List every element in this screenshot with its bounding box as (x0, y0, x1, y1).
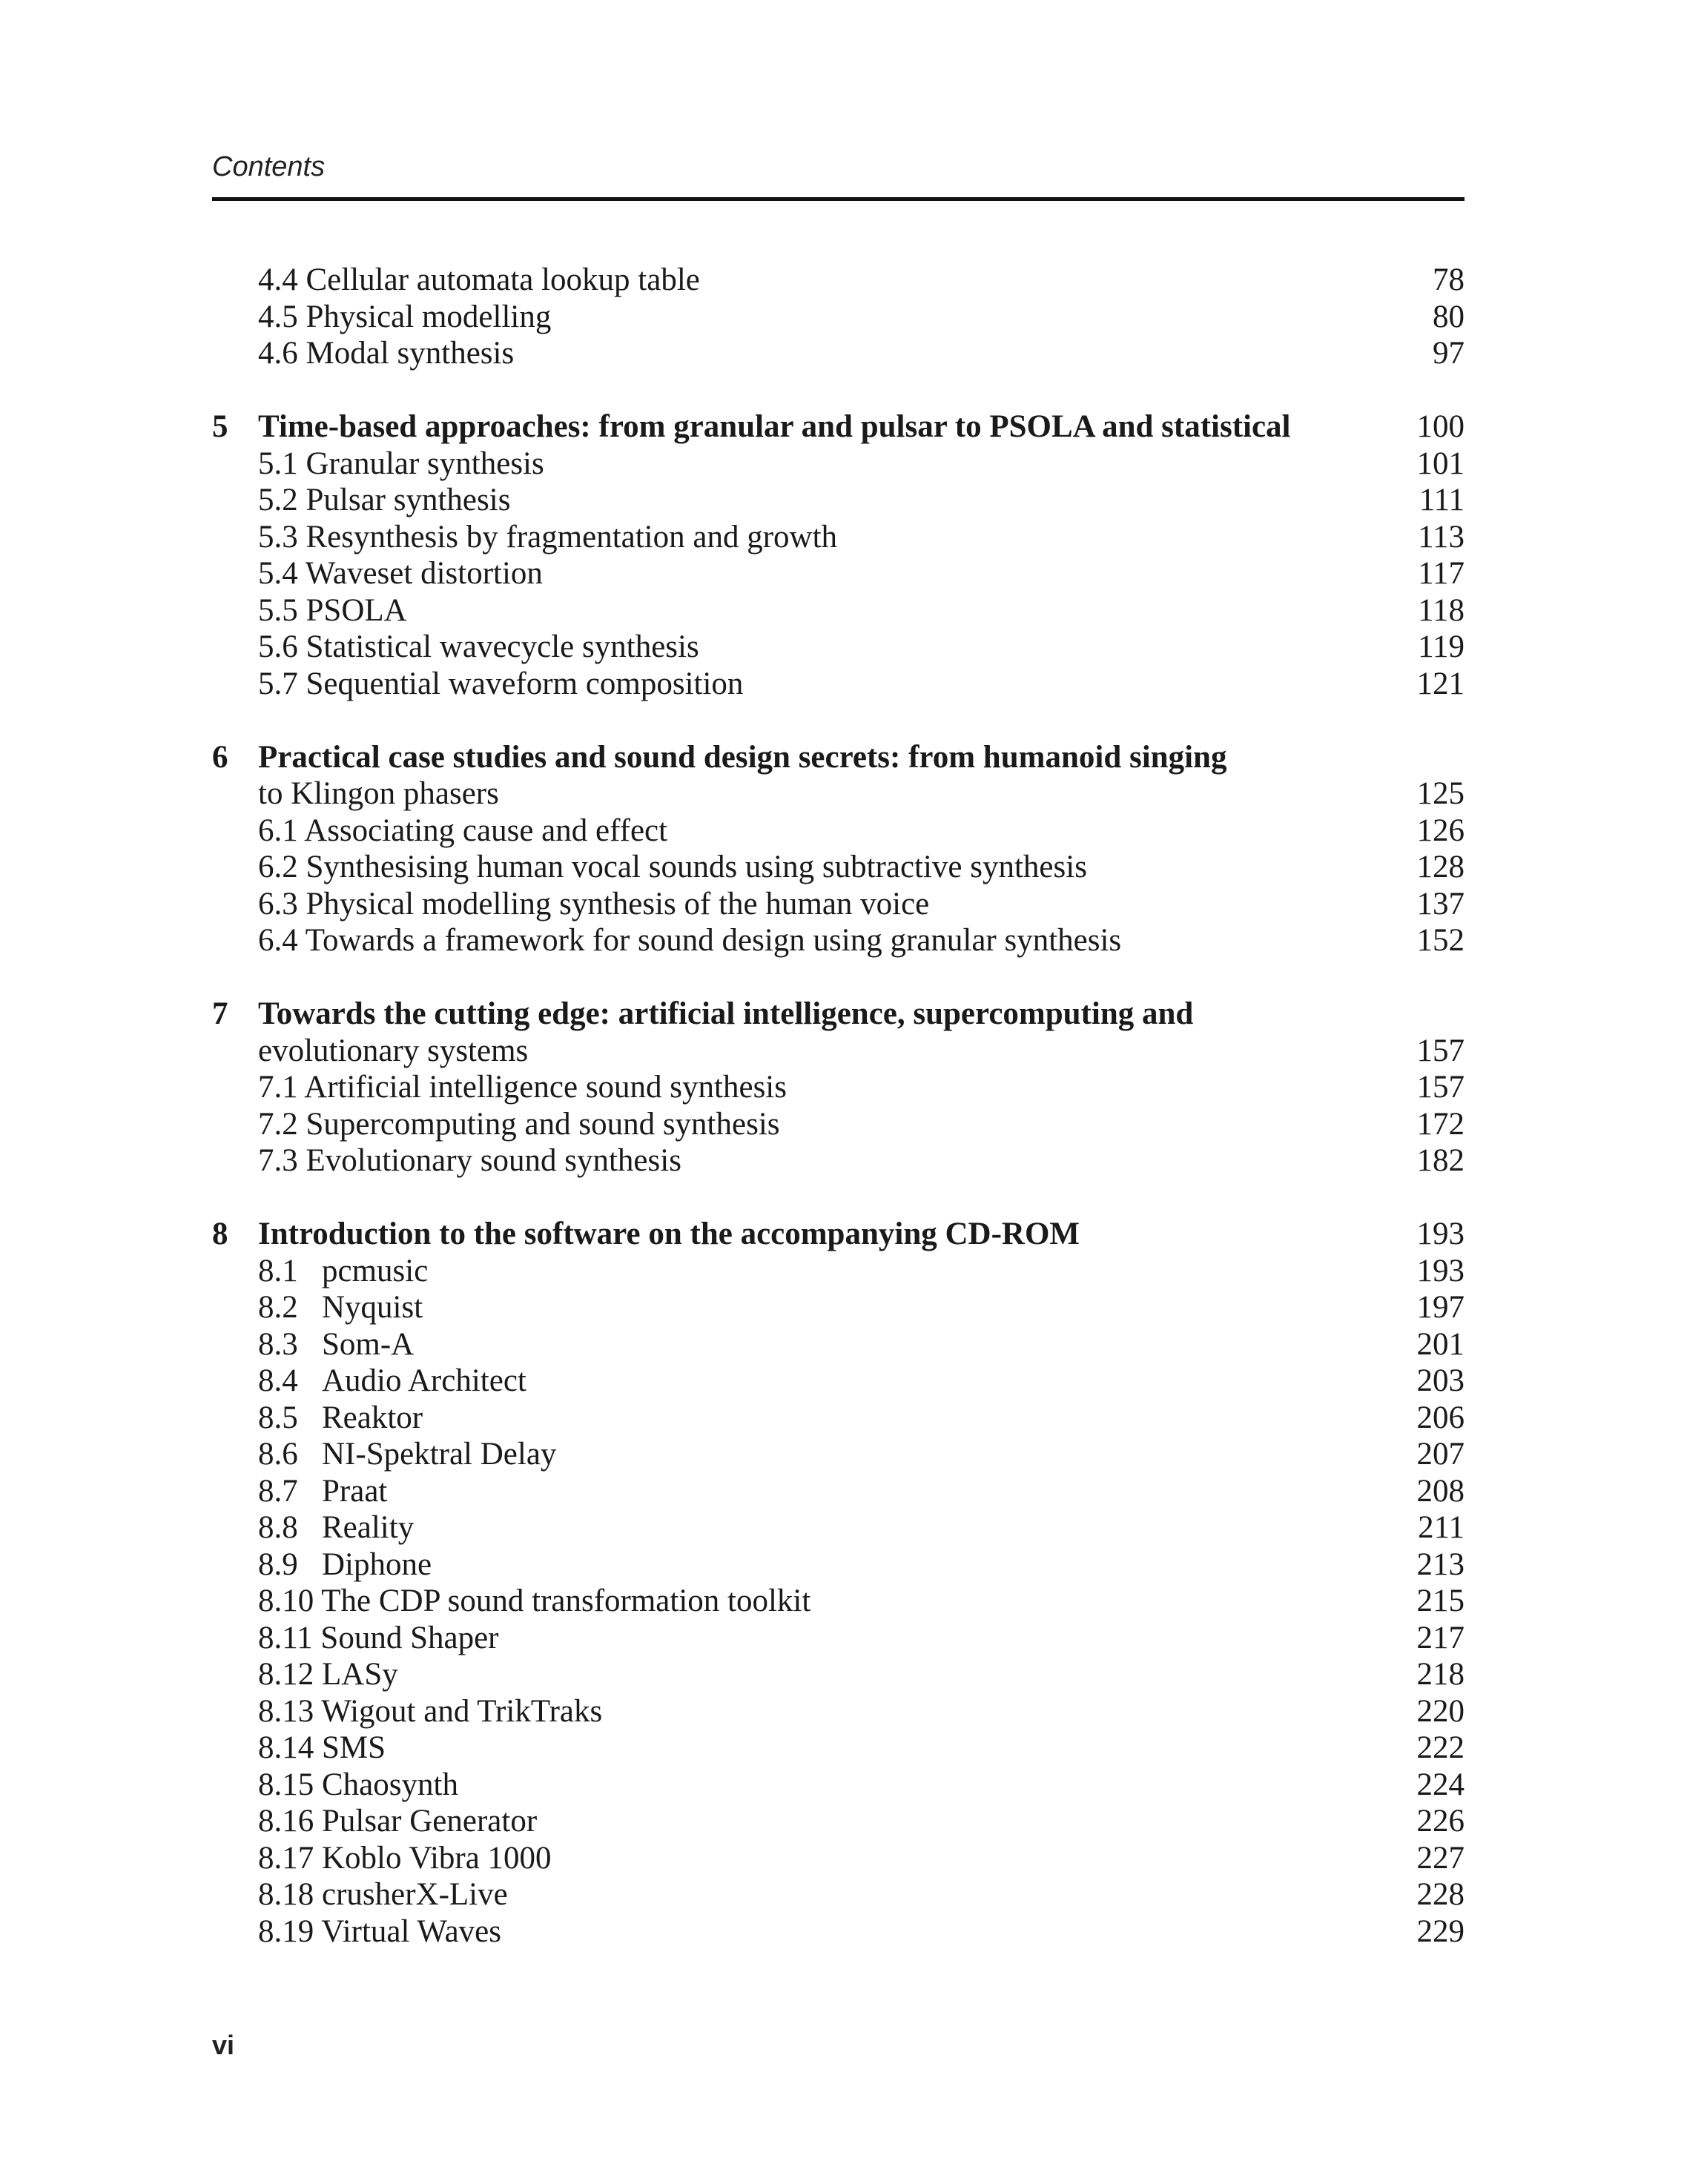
section-title: Pulsar Generator (322, 1804, 538, 1839)
section-number: 8.17 (258, 1840, 314, 1876)
section-title: Sound Shaper (320, 1620, 499, 1655)
toc-section-entry[interactable] (212, 1656, 1465, 1693)
toc-section-entry[interactable] (212, 1767, 1465, 1804)
section-number: 8.9 (258, 1546, 298, 1582)
page-ref: 193 (1416, 1253, 1465, 1288)
section-title: Reaktor (322, 1400, 423, 1435)
toc-section-entry[interactable] (212, 922, 1465, 959)
page-ref: 217 (1416, 1620, 1465, 1655)
toc-section-entry[interactable] (212, 1730, 1465, 1767)
section-number: 6.2 (258, 850, 298, 884)
section-title: Diphone (322, 1546, 432, 1582)
chapter-title: Towards the cutting edge: artificial intelligence, supercomputing and (258, 996, 1194, 1031)
page-ref: 118 (1418, 592, 1465, 628)
section-title: Statistical wavecycle synthesis (306, 629, 699, 664)
toc-section-entry[interactable] (212, 1142, 1465, 1179)
toc-section-entry[interactable] (212, 1436, 1465, 1473)
toc-section-entry[interactable] (212, 592, 1465, 629)
toc-section-entry[interactable] (212, 1620, 1465, 1657)
toc-chapter-entry[interactable] (212, 996, 1465, 1033)
toc-spacer (212, 702, 1465, 739)
toc-section-entry[interactable] (212, 335, 1465, 372)
page-ref: 97 (1433, 336, 1465, 371)
section-number: 8.7 (258, 1473, 298, 1509)
toc-section-entry[interactable] (212, 666, 1465, 703)
toc-section-entry[interactable] (212, 1583, 1465, 1620)
page-ref: 224 (1416, 1767, 1465, 1802)
toc-section-entry[interactable] (212, 446, 1465, 483)
toc-section-entry[interactable] (212, 1473, 1465, 1510)
toc-chapter-entry[interactable] (212, 1033, 1465, 1070)
section-title: Praat (322, 1473, 388, 1509)
toc-section-entry[interactable] (212, 262, 1465, 299)
toc-section-entry[interactable] (212, 1400, 1465, 1437)
toc-section-entry[interactable] (212, 813, 1465, 850)
toc-section-entry[interactable] (212, 555, 1465, 592)
page-ref: 182 (1416, 1143, 1465, 1178)
page-ref: 78 (1433, 262, 1465, 297)
page-ref: 218 (1416, 1657, 1465, 1692)
page-ref: 111 (1419, 483, 1465, 517)
toc-section-entry[interactable] (212, 519, 1465, 556)
page-ref: 157 (1416, 1070, 1465, 1105)
page-ref: 119 (1418, 629, 1465, 664)
page-ref: 211 (1418, 1510, 1465, 1545)
toc-section-entry[interactable] (212, 1363, 1465, 1400)
section-title: Audio Architect (322, 1363, 526, 1398)
toc-section-entry[interactable] (212, 1253, 1465, 1290)
page-ref: 113 (1418, 519, 1465, 555)
section-title: Modal synthesis (306, 336, 515, 371)
page-ref: 206 (1416, 1400, 1465, 1435)
toc-section-entry[interactable] (212, 1289, 1465, 1326)
section-number: 5.2 (258, 483, 298, 517)
page-ref: 215 (1416, 1584, 1465, 1618)
chapter-title: Introduction to the software on the accompanying CD-ROM (258, 1217, 1080, 1251)
section-title: Granular synthesis (306, 446, 544, 481)
toc-section-entry[interactable] (212, 849, 1465, 886)
section-number: 8.14 (258, 1730, 314, 1765)
toc-chapter-entry[interactable] (212, 408, 1465, 446)
page-ref: 213 (1416, 1546, 1465, 1582)
section-number: 8.12 (258, 1657, 314, 1692)
page-ref: 208 (1416, 1473, 1465, 1509)
section-title: Wigout and TrikTraks (321, 1693, 603, 1729)
section-title: Towards a framework for sound design using granular synthesis (305, 923, 1122, 958)
chapter-number: 5 (212, 409, 228, 444)
section-number: 6.1 (258, 813, 298, 848)
section-title: crusherX-Live (322, 1877, 508, 1912)
section-title: Evolutionary sound synthesis (306, 1143, 681, 1178)
section-title: SMS (322, 1730, 386, 1765)
toc-section-entry[interactable] (212, 1106, 1465, 1143)
section-number: 5.3 (258, 519, 298, 555)
page-number: vi (212, 2030, 235, 2060)
section-title: Synthesising human vocal sounds using subtractive synthesis (306, 850, 1087, 884)
running-head: Contents (212, 151, 326, 182)
toc-section-entry[interactable] (212, 1840, 1465, 1877)
toc-section-entry[interactable] (212, 886, 1465, 923)
chapter-title: Practical case studies and sound design secrets: from humanoid singing (258, 739, 1227, 775)
section-number: 5.7 (258, 666, 298, 701)
page-ref: 80 (1433, 299, 1465, 334)
section-number: 8.13 (258, 1693, 314, 1729)
section-number: 4.6 (258, 336, 298, 371)
section-number: 8.2 (258, 1290, 298, 1325)
section-number: 7.3 (258, 1143, 298, 1178)
section-number: 8.4 (258, 1363, 298, 1398)
section-title: Koblo Vibra 1000 (322, 1840, 552, 1876)
toc-section-entry[interactable] (212, 1509, 1465, 1546)
toc-section-entry[interactable] (212, 1326, 1465, 1363)
page-ref: 220 (1416, 1693, 1465, 1729)
chapter-title: Time-based approaches: from granular and pulsar to PSOLA and statistical (258, 409, 1291, 444)
page-ref: 197 (1416, 1290, 1465, 1325)
page-ref: 207 (1416, 1437, 1465, 1472)
section-number: 5.6 (258, 629, 298, 664)
section-number: 8.10 (258, 1584, 314, 1618)
toc-section-entry[interactable] (212, 1803, 1465, 1840)
section-title: Nyquist (322, 1290, 423, 1325)
page-ref: 152 (1416, 923, 1465, 958)
section-number: 4.5 (258, 299, 298, 334)
section-number: 8.5 (258, 1400, 298, 1435)
toc-chapter-entry[interactable] (212, 1216, 1465, 1253)
page-ref: 203 (1416, 1363, 1465, 1398)
section-title: Waveset distortion (305, 556, 543, 591)
page-ref: 128 (1416, 850, 1465, 884)
page-ref: 121 (1416, 666, 1465, 701)
section-number: 8.6 (258, 1437, 298, 1472)
section-title: Chaosynth (322, 1767, 458, 1802)
toc-section-entry[interactable] (212, 299, 1465, 336)
page-ref: 229 (1416, 1913, 1465, 1949)
page-ref: 201 (1416, 1326, 1465, 1362)
table-of-contents (212, 262, 1465, 1950)
page-ref: 137 (1416, 886, 1465, 921)
toc-spacer (212, 372, 1465, 409)
page-ref: 172 (1416, 1106, 1465, 1142)
section-title: Som-A (322, 1326, 415, 1362)
section-title: Physical modelling synthesis of the human voice (306, 886, 930, 921)
section-number: 8.18 (258, 1877, 314, 1912)
section-number: 7.2 (258, 1106, 298, 1142)
chapter-number: 8 (212, 1217, 228, 1251)
chapter-number: 6 (212, 739, 228, 775)
page-ref: 193 (1416, 1217, 1465, 1251)
section-number: 4.4 (258, 262, 298, 297)
page-ref: 125 (1416, 776, 1465, 811)
toc-section-entry[interactable] (212, 1069, 1465, 1106)
page-ref: 227 (1416, 1840, 1465, 1876)
section-title: The CDP sound transformation toolkit (321, 1584, 811, 1618)
chapter-number: 7 (212, 996, 228, 1031)
section-title: LASy (322, 1657, 398, 1692)
page-ref: 100 (1416, 409, 1465, 444)
section-number: 6.4 (258, 923, 298, 958)
section-title: PSOLA (306, 592, 407, 628)
page-ref: 222 (1416, 1730, 1465, 1765)
section-title: Resynthesis by fragmentation and growth (306, 519, 838, 555)
section-title: Physical modelling (306, 299, 552, 334)
section-title: Cellular automata lookup table (306, 262, 700, 297)
toc-section-entry[interactable] (212, 1546, 1465, 1584)
section-title: Virtual Waves (321, 1913, 501, 1949)
section-number: 8.1 (258, 1253, 298, 1288)
section-number: 6.3 (258, 886, 298, 921)
section-number: 8.3 (258, 1326, 298, 1362)
page-ref: 117 (1418, 556, 1465, 591)
page-ref: 226 (1416, 1804, 1465, 1839)
section-title: Reality (322, 1510, 415, 1545)
page-ref: 157 (1416, 1033, 1465, 1068)
page-ref: 126 (1416, 813, 1465, 848)
section-title: Supercomputing and sound synthesis (306, 1106, 780, 1142)
toc-spacer (212, 959, 1465, 996)
section-title: pcmusic (322, 1253, 429, 1288)
chapter-title: evolutionary systems (258, 1033, 529, 1068)
header-rule (212, 197, 1465, 201)
section-number: 8.15 (258, 1767, 314, 1802)
section-title: NI-Spektral Delay (322, 1437, 557, 1472)
section-number: 8.11 (258, 1620, 313, 1655)
toc-section-entry[interactable] (212, 482, 1465, 519)
toc-section-entry[interactable] (212, 1876, 1465, 1913)
section-title: Associating cause and effect (304, 813, 668, 848)
section-number: 5.5 (258, 592, 298, 628)
section-number: 7.1 (258, 1070, 298, 1105)
toc-section-entry[interactable] (212, 629, 1465, 666)
chapter-title: to Klingon phasers (258, 776, 499, 811)
toc-chapter-entry[interactable] (212, 775, 1465, 813)
toc-section-entry[interactable] (212, 1693, 1465, 1730)
page-ref: 101 (1416, 446, 1465, 481)
section-number: 8.8 (258, 1510, 298, 1545)
section-title: Sequential waveform composition (306, 666, 744, 701)
section-number: 8.16 (258, 1804, 314, 1839)
page-ref: 228 (1416, 1877, 1465, 1912)
section-title: Pulsar synthesis (306, 483, 511, 517)
toc-section-entry[interactable] (212, 1913, 1465, 1950)
section-number: 8.19 (258, 1913, 314, 1949)
section-title: Artificial intelligence sound synthesis (304, 1070, 787, 1105)
toc-chapter-entry[interactable] (212, 739, 1465, 776)
section-number: 5.1 (258, 446, 298, 481)
toc-spacer (212, 1179, 1465, 1217)
section-number: 5.4 (258, 556, 298, 591)
